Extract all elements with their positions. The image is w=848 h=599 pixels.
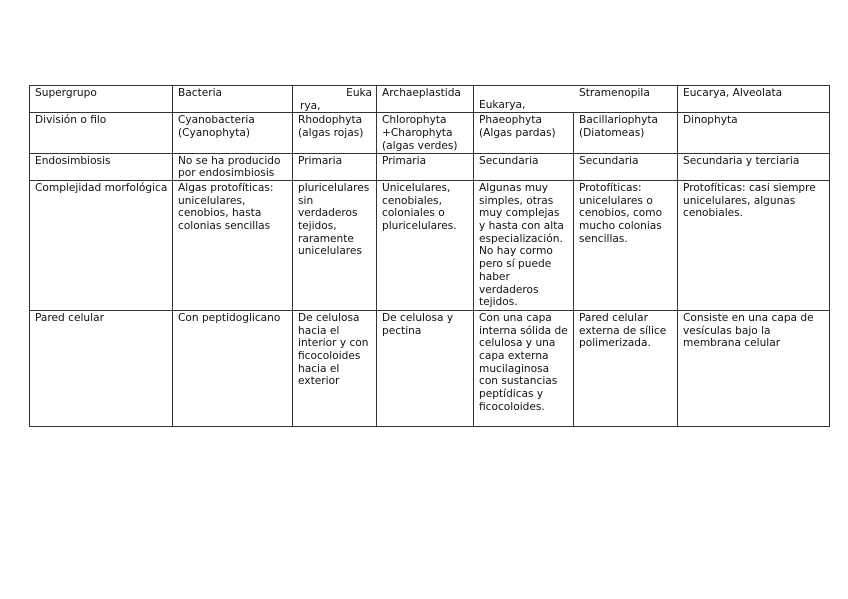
cell-pared-bacill: Pared celular externa de sílice polimerizada. bbox=[574, 310, 678, 426]
eukarya-part-1: Euka bbox=[346, 87, 372, 99]
cell-endo-phaeo: Secundaria bbox=[474, 153, 574, 180]
cell-pared-bacteria: Con peptidoglicano bbox=[173, 310, 293, 426]
cell-division-dino: Dinophyta bbox=[678, 113, 830, 153]
cell-division-label: División o filo bbox=[30, 113, 173, 153]
cell-division-bacteria: Cyanobacteria (Cyanophyta) bbox=[173, 113, 293, 153]
cell-endo-bacill: Secundaria bbox=[574, 153, 678, 180]
cell-supergrupo-label: Supergrupo bbox=[30, 86, 173, 113]
cell-endo-label: Endosimbiosis bbox=[30, 153, 173, 180]
table-row-division bbox=[30, 113, 830, 153]
cell-endo-dino: Secundaria y terciaria bbox=[678, 153, 830, 180]
cell-eukarya-header bbox=[293, 86, 377, 113]
cell-comp-label: Complejidad morfológica bbox=[30, 180, 173, 310]
cell-comp-chloro: Unicelulares, cenobiales, coloniales o pluricelulares. bbox=[377, 180, 474, 310]
table-row-header bbox=[30, 86, 830, 113]
stramenopila-label: Stramenopila bbox=[579, 87, 650, 99]
cell-comp-bacill: Protofíticas: unicelulares o cenobios, como mucho colonias sencillas. bbox=[574, 180, 678, 310]
cell-comp-dino: Protofíticas: casi siempre unicelulares, algunas cenobiales. bbox=[678, 180, 830, 310]
cell-comp-rhodo: pluricelulares sin verdaderos tejidos, raramente unicelulares bbox=[293, 180, 377, 310]
cell-comp-bacteria: Algas protofíticas: unicelulares, cenobios, hasta colonias sencillas bbox=[173, 180, 293, 310]
cell-comp-phaeo: Algunas muy simples, otras muy complejas y hasta con alta especialización. No hay cormo pero sí puede haber verdaderos tejidos. bbox=[474, 180, 574, 310]
cell-alveolata-header: Eucarya, Alveolata bbox=[678, 86, 830, 113]
table-row-complejidad bbox=[30, 180, 830, 310]
eukarya-label: Eukarya, bbox=[479, 99, 526, 111]
table-row-pared bbox=[30, 310, 830, 426]
cell-pared-rhodo: De celulosa hacia el interior y con ficocoloides hacia el exterior bbox=[293, 310, 377, 426]
table-row-endosimbiosis bbox=[30, 153, 830, 180]
cell-archaeplastida-header: Archaeplastida bbox=[377, 86, 474, 113]
cell-division-chloro: Chlorophyta +Charophyta (algas verdes) bbox=[377, 113, 474, 153]
cell-pared-chloro: De celulosa y pectina bbox=[377, 310, 474, 426]
cell-division-rhodo: Rhodophyta (algas rojas) bbox=[293, 113, 377, 153]
cell-pared-phaeo: Con una capa interna sólida de celulosa y una capa externa mucilaginosa con sustancias peptídicas y ficocoloides. bbox=[474, 310, 574, 426]
algae-comparison-table bbox=[29, 85, 830, 427]
eukarya-part-2: rya, bbox=[300, 99, 321, 112]
cell-endo-bacteria: No se ha producido por endosimbiosis bbox=[173, 153, 293, 180]
cell-stramenopila-header bbox=[474, 86, 678, 113]
cell-pared-label: Pared celular bbox=[30, 310, 173, 426]
cell-endo-chloro: Primaria bbox=[377, 153, 474, 180]
cell-division-bacill: Bacillariophyta (Diatomeas) bbox=[574, 113, 678, 153]
cell-bacteria-header: Bacteria bbox=[173, 86, 293, 113]
cell-endo-rhodo: Primaria bbox=[293, 153, 377, 180]
cell-pared-dino: Consiste en una capa de vesículas bajo la membrana celular bbox=[678, 310, 830, 426]
cell-division-phaeo: Phaeophyta (Algas pardas) bbox=[474, 113, 574, 153]
